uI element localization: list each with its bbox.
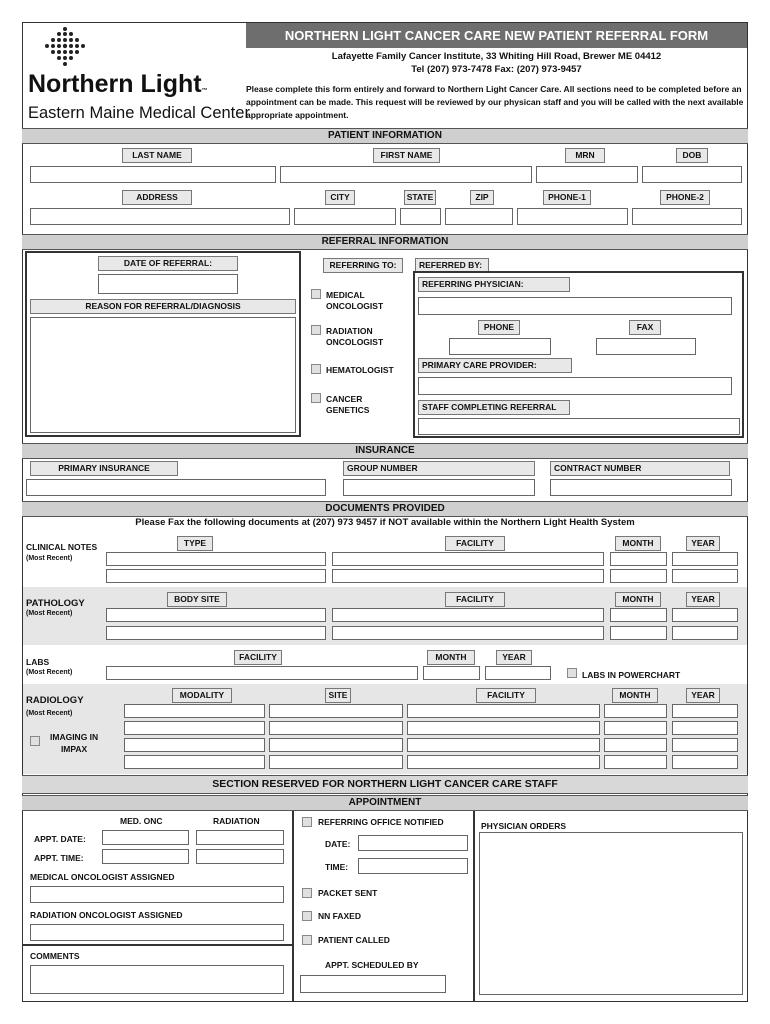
cancer-genetics-label: CANCER GENETICS [326,394,370,415]
body-site-label: BODY SITE [167,592,227,607]
packet-sent-label: PACKET SENT [318,888,378,898]
fax-input[interactable] [596,338,696,355]
referred-by-label: REFERRED BY: [415,258,489,273]
radiology-modality-2[interactable] [124,721,265,735]
mo-assigned-input[interactable] [30,886,284,903]
notified-date-input[interactable] [358,835,468,851]
last-name-label: LAST NAME [122,148,192,163]
pathology-year-1[interactable] [672,608,738,622]
radiation-label: RADIATION [213,816,260,826]
radiology-site-3[interactable] [269,738,403,752]
first-name-label: FIRST NAME [373,148,440,163]
medical-oncologist-checkbox[interactable] [311,289,321,299]
pathology-label: PATHOLOGY [26,598,85,609]
pathology-year-2[interactable] [672,626,738,640]
city-input[interactable] [294,208,396,225]
radiology-site-1[interactable] [269,704,403,718]
insurance-header: INSURANCE [22,443,748,459]
radiology-site-2[interactable] [269,721,403,735]
notified-date-label: DATE: [325,839,351,849]
staff-completing-label: STAFF COMPLETING REFERRAL [418,400,570,415]
radiology-facility-2[interactable] [407,721,600,735]
labs-powerchart-label: LABS IN POWERCHART [582,670,681,680]
nn-faxed-label: NN FAXED [318,911,361,921]
clinical-notes-label: CLINICAL NOTES [26,542,98,552]
dob-label: DOB [676,148,708,163]
org-name: Northern Light™ [28,70,208,98]
hematologist-label: HEMATOLOGIST [326,365,394,375]
reason-textarea[interactable] [30,317,296,433]
referral-info-header: REFERRAL INFORMATION [22,234,748,250]
physician-orders-label: PHYSICIAN ORDERS [481,821,567,831]
pathology-recent: (Most Recent) [26,610,73,617]
first-name-input[interactable] [280,166,532,183]
radiology-year-3[interactable] [672,738,738,752]
scheduled-by-input[interactable] [300,975,446,993]
radiology-year-1[interactable] [672,704,738,718]
primary-insurance-label: PRIMARY INSURANCE [30,461,178,476]
staff-completing-input[interactable] [418,418,740,435]
last-name-input[interactable] [30,166,276,183]
mrn-label: MRN [565,148,605,163]
pathology-site-2[interactable] [106,626,326,640]
group-number-input[interactable] [343,479,535,496]
appt-time-label: APPT. TIME: [34,853,84,863]
radiology-year-2[interactable] [672,721,738,735]
zip-input[interactable] [445,208,513,225]
cancer-genetics-checkbox[interactable] [311,393,321,403]
comments-label: COMMENTS [30,951,80,961]
labs-label: LABS [26,657,50,667]
imaging-impax-label: IMAGING IN IMPAX [50,732,99,754]
phone-input[interactable] [449,338,551,355]
radiology-facility-3[interactable] [407,738,600,752]
referral-date-label: DATE OF REFERRAL: [98,256,238,271]
pcp-label: PRIMARY CARE PROVIDER: [418,358,572,373]
clinical-month-label: MONTH [615,536,661,551]
radiology-recent: (Most Recent) [26,710,73,717]
radiology-facility-label: FACILITY [476,688,536,703]
packet-sent-checkbox[interactable] [302,888,312,898]
state-input[interactable] [400,208,441,225]
notified-time-label: TIME: [325,862,349,872]
scheduled-by-label: APPT. SCHEDULED BY [325,960,419,970]
contract-number-label: CONTRACT NUMBER [550,461,730,476]
labs-facility-input[interactable] [106,666,418,680]
radiology-site-4[interactable] [269,755,403,769]
radiology-modality-4[interactable] [124,755,265,769]
clinical-year-2[interactable] [672,569,738,583]
orders-divider [473,811,475,1002]
phone2-input[interactable] [632,208,742,225]
contract-number-input[interactable] [550,479,732,496]
radiation-time-input[interactable] [196,849,284,864]
notified-time-input[interactable] [358,858,468,874]
pathology-year-label: YEAR [686,592,720,607]
group-number-label: GROUP NUMBER [343,461,535,476]
address-input[interactable] [30,208,290,225]
radiology-month-1[interactable] [604,704,667,718]
reason-label: REASON FOR REFERRAL/DIAGNOSIS [30,299,296,314]
clinical-type-1[interactable] [106,552,326,566]
labs-year-label: YEAR [496,650,532,665]
referring-to-label: REFERRING TO: [323,258,403,273]
pathology-facility-2[interactable] [332,626,604,640]
patient-info-header: PATIENT INFORMATION [22,128,748,144]
physician-input[interactable] [418,297,732,315]
radiology-month-4[interactable] [604,755,667,769]
documents-header: DOCUMENTS PROVIDED [22,501,748,517]
pathology-facility-1[interactable] [332,608,604,622]
nn-faxed-checkbox[interactable] [302,911,312,921]
referral-date-input[interactable] [98,274,238,294]
appt-date-label: APPT. DATE: [34,834,86,844]
mo-assigned-label: MEDICAL ONCOLOGIST ASSIGNED [30,872,175,882]
radiology-facility-1[interactable] [407,704,600,718]
institute-address: Lafayette Family Cancer Institute, 33 Whiting Hill Road, Brewer ME 04412 [331,51,662,62]
labs-month-input[interactable] [423,666,480,680]
radiology-modality-3[interactable] [124,738,265,752]
phone1-input[interactable] [517,208,628,225]
clinical-month-1[interactable] [610,552,667,566]
phone2-label: PHONE-2 [660,190,710,205]
labs-month-label: MONTH [427,650,475,665]
ro-assigned-input[interactable] [30,924,284,941]
pathology-month-1[interactable] [610,608,667,622]
med-onc-label: MED. ONC [120,816,163,826]
medical-oncologist-label: MEDICAL ONCOLOGIST [326,290,384,311]
radiation-date-input[interactable] [196,830,284,845]
physician-label: REFERRING PHYSICIAN: [418,277,570,292]
med-onc-time-input[interactable] [102,849,189,864]
clinical-year-1[interactable] [672,552,738,566]
modality-label: MODALITY [172,688,232,703]
fax-label: FAX [629,320,661,335]
org-subtitle: Eastern Maine Medical Center [28,104,250,122]
zip-label: ZIP [470,190,494,205]
radiation-oncologist-label: RADIATION ONCOLOGIST [326,326,384,347]
ro-assigned-label: RADIATION ONCOLOGIST ASSIGNED [30,910,183,920]
instructions: Please complete this form entirely and forward to Northern Light Cancer Care. All sections need to be completed before an appointment can be made. This request will be reviewed by our physican staff and you will be called with the next available appropriate appointment. [246,84,744,120]
radiology-month-2[interactable] [604,721,667,735]
fax-note: Please Fax the following documents at (207) 973 9457 if NOT available within the Northern Light Health System [135,517,635,528]
mrn-input[interactable] [536,166,638,183]
pathology-site-1[interactable] [106,608,326,622]
radiation-oncologist-checkbox[interactable] [311,325,321,335]
logo-icon [40,26,90,68]
clinical-type-2[interactable] [106,569,326,583]
radiology-label: RADIOLOGY [26,695,84,706]
pathology-month-2[interactable] [610,626,667,640]
clinical-year-label: YEAR [686,536,720,551]
office-notified-checkbox[interactable] [302,817,312,827]
pathology-month-label: MONTH [615,592,661,607]
pcp-input[interactable] [418,377,732,395]
form-title: NORTHERN LIGHT CANCER CARE NEW PATIENT REFERRAL FORM [246,23,747,48]
clinical-month-2[interactable] [610,569,667,583]
site-label: SITE [325,688,351,703]
dob-input[interactable] [642,166,742,183]
clinical-recent: (Most Recent) [26,555,73,562]
clinical-facility-2[interactable] [332,569,604,583]
patient-called-label: PATIENT CALLED [318,935,390,945]
radiology-facility-4[interactable] [407,755,600,769]
state-label: STATE [404,190,436,205]
radiology-modality-1[interactable] [124,704,265,718]
hematologist-checkbox[interactable] [311,364,321,374]
imaging-impax-checkbox[interactable] [30,736,40,746]
address-label: ADDRESS [122,190,192,205]
comments-divider [22,944,294,946]
city-label: CITY [325,190,355,205]
comments-input[interactable] [30,965,284,994]
clinical-facility-1[interactable] [332,552,604,566]
radiology-month-3[interactable] [604,738,667,752]
labs-year-input[interactable] [485,666,551,680]
primary-insurance-input[interactable] [26,479,326,496]
labs-recent: (Most Recent) [26,669,73,676]
office-notified-label: REFERRING OFFICE NOTIFIED [318,817,444,827]
pathology-facility-label: FACILITY [445,592,505,607]
radiology-year-label: YEAR [686,688,720,703]
contact-numbers: Tel (207) 973-7478 Fax: (207) 973-9457 [411,64,582,75]
clinical-facility-label: FACILITY [445,536,505,551]
med-onc-date-input[interactable] [102,830,189,845]
phone-label: PHONE [478,320,520,335]
staff-section-header: SECTION RESERVED FOR NORTHERN LIGHT CANCER CARE STAFF [22,775,748,794]
phone1-label: PHONE-1 [543,190,591,205]
radiology-month-label: MONTH [612,688,658,703]
physician-orders-input[interactable] [479,832,743,995]
labs-facility-label: FACILITY [234,650,282,665]
radiology-year-4[interactable] [672,755,738,769]
patient-called-checkbox[interactable] [302,935,312,945]
appointment-header: APPOINTMENT [22,795,748,811]
labs-powerchart-checkbox[interactable] [567,668,577,678]
type-label: TYPE [177,536,213,551]
